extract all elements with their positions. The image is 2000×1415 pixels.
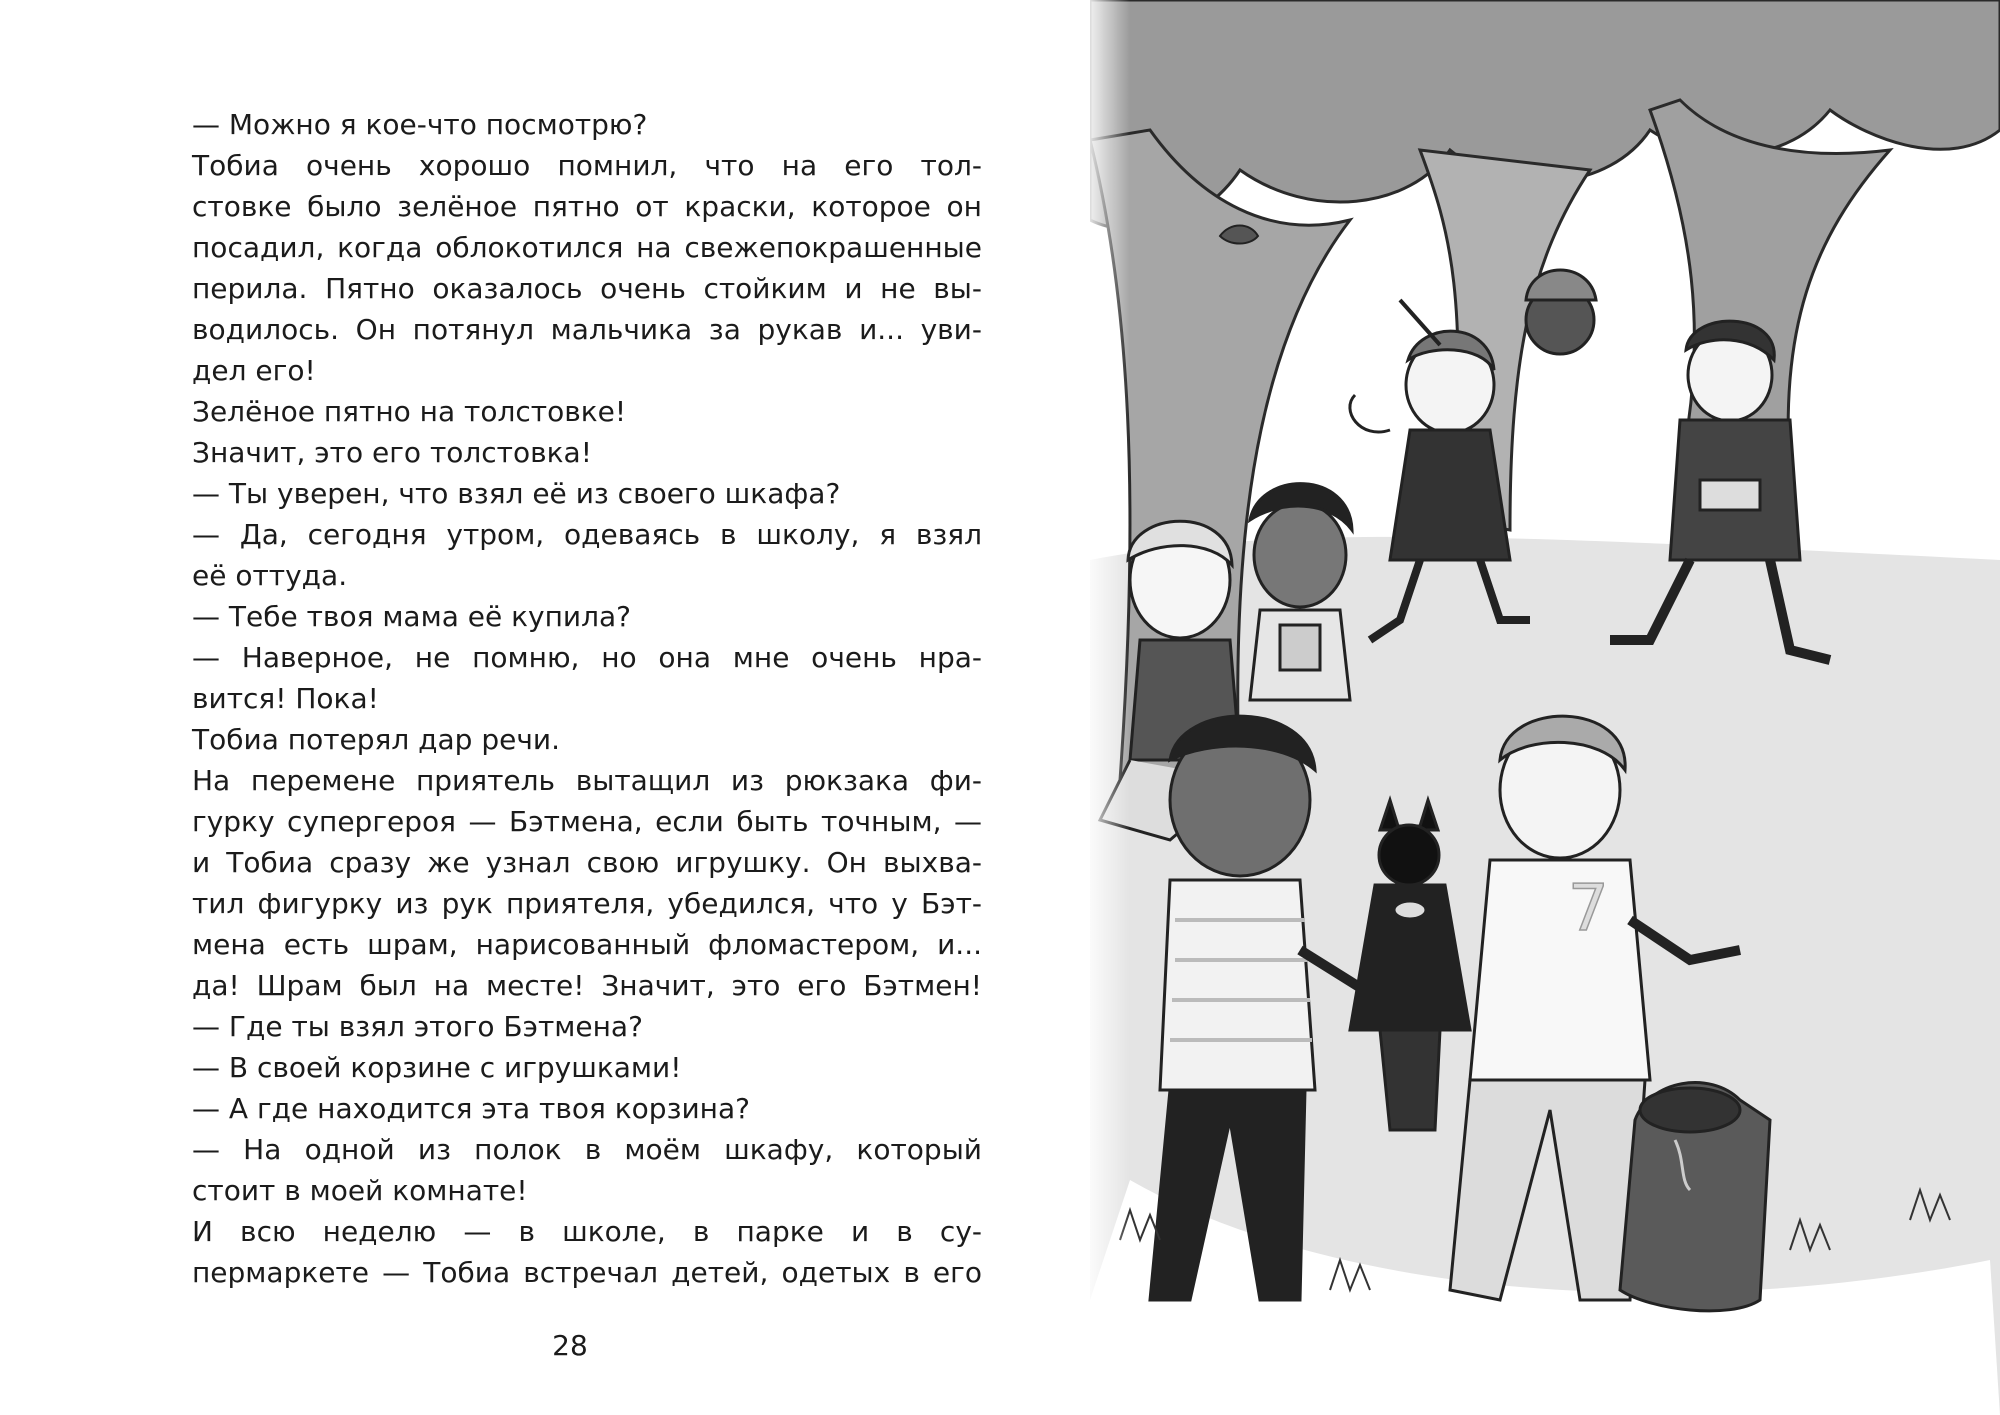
peeking-child: [1526, 270, 1596, 354]
text-line: её оттуда.: [192, 559, 348, 592]
text-line: гурку супергероя — Бэтмена, если быть точным, —: [192, 805, 982, 838]
text-line: — Можно я кое-что посмотрю?: [192, 108, 648, 141]
text-line: Значит, это его толстовка!: [192, 436, 592, 469]
shirt-number: 7: [1568, 872, 1609, 946]
text-line: посадил, когда облокотился на свежепокрашенные: [192, 231, 982, 264]
text-line: И всю неделю — в школе, в парке и в су-: [192, 1215, 982, 1248]
text-line: Тобиа очень хорошо помнил, что на его тол-: [192, 149, 982, 182]
text-line: — Наверное, не помню, но она мне очень нра-: [192, 641, 982, 674]
text-line: — А где находится эта твоя корзина?: [192, 1092, 750, 1125]
text-line: пермаркете — Тобиа встречал детей, одетых в его: [192, 1256, 982, 1289]
text-line: — Где ты взял этого Бэтмена?: [192, 1010, 643, 1043]
text-line: вится! Пока!: [192, 682, 379, 715]
text-line: водилось. Он потянул мальчика за рукав и... уви-: [192, 313, 982, 346]
illustration-panel: [1090, 0, 2000, 1415]
backpack: [1620, 1083, 1770, 1311]
text-line: — В своей корзине с игрушками!: [192, 1051, 682, 1084]
text-line: тил фигурку из рук приятеля, убедился, что у Бэт-: [192, 887, 982, 920]
text-line: На перемене приятель вытащил из рюкзака фи-: [192, 764, 982, 797]
text-line: — На одной из полок в моём шкафу, который: [192, 1133, 982, 1166]
text-line: дел его!: [192, 354, 316, 387]
text-line: — Да, сегодня утром, одеваясь в школу, я взял: [192, 518, 982, 551]
text-line: Тобиа потерял дар речи.: [192, 723, 560, 756]
text-line: Зелёное пятно на толстовке!: [192, 395, 627, 428]
text-line: — Тебе твоя мама её купила?: [192, 600, 632, 633]
text-line: мена есть шрам, нарисованный фломастером, и...: [192, 928, 982, 961]
text-line: стоит в моей комнате!: [192, 1174, 528, 1207]
text-line: и Тобиа сразу же узнал свою игрушку. Он выхва-: [192, 846, 982, 879]
text-line: — Ты уверен, что взял её из своего шкафа?: [192, 477, 841, 510]
illustration-art: [1090, 0, 2000, 1415]
text-line: стовке было зелёное пятно от краски, которое он: [192, 190, 982, 223]
text-line: перила. Пятно оказалось очень стойким и не вы-: [192, 272, 982, 305]
text-line: да! Шрам был на месте! Значит, это его Бэтмен!: [192, 969, 982, 1002]
story-text: [192, 104, 982, 1293]
page-number: 28: [552, 1329, 588, 1362]
